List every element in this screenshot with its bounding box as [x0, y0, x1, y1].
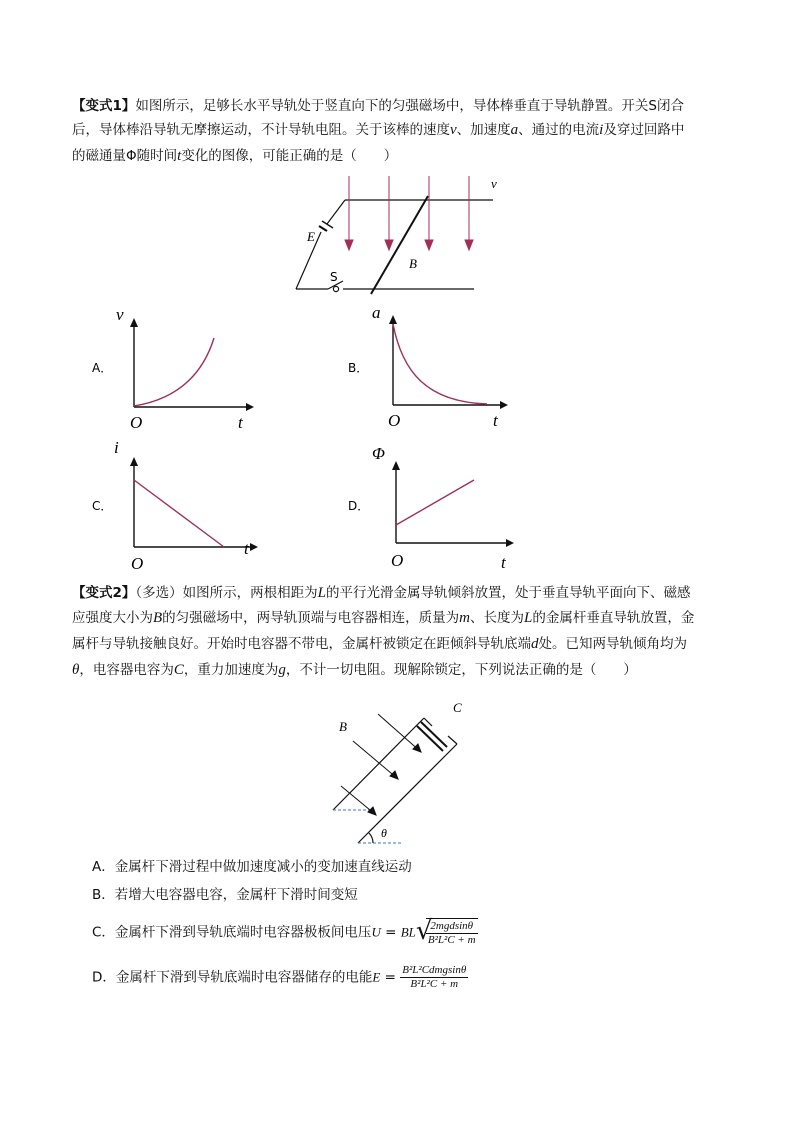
battery-short-plate	[319, 226, 327, 231]
rail-lower	[358, 755, 446, 843]
q2-text-2a: 应强度大小为	[72, 610, 153, 626]
field-arrowhead-2	[385, 240, 393, 250]
q2-var-theta: θ	[72, 662, 80, 678]
q2-option-c-BL: BL	[400, 924, 416, 940]
q2-text-3b: 处。已知两导轨倾角均为	[538, 636, 687, 652]
option-c-letter: C．	[92, 499, 113, 513]
graph-c-line	[134, 480, 224, 547]
q2-option-d	[92, 964, 468, 991]
q2-field-line-1	[378, 714, 421, 752]
cap-lead-4	[448, 736, 457, 744]
theta-arc	[369, 833, 373, 843]
q2-option-d-denominator: B²L²C + m	[410, 978, 459, 990]
graph-a	[92, 305, 254, 432]
graph-b-curve	[393, 324, 487, 404]
q2-text-2c: 、长度为	[470, 610, 525, 626]
q2-option-d-text: D．金属杆下滑到导轨底端时电容器储存的电能	[92, 969, 373, 986]
switch-contact	[333, 286, 338, 291]
q2-option-b: B．若增大电容器电容，金属杆下滑时间变短	[92, 887, 358, 903]
graph-b-ylabel: a	[372, 303, 381, 322]
label-S: S	[330, 270, 338, 284]
graph-a-curve	[134, 338, 214, 406]
graph-a-origin: O	[130, 413, 143, 432]
graph-c-y-arrow	[130, 457, 138, 466]
q1-text-2d: 及穿过回路中	[603, 122, 685, 138]
graph-c-xlabel: t	[244, 539, 249, 558]
q1-text-3: 的磁通量Φ随时间	[72, 148, 178, 164]
q2-line4	[72, 658, 732, 682]
graph-d-origin: O	[391, 551, 404, 570]
q2-figure	[333, 718, 457, 843]
left-wire-upper	[327, 200, 345, 224]
q1-tag: 【变式1】	[72, 98, 136, 114]
conductor-rod	[371, 196, 428, 294]
graph-c-x-arrow	[250, 543, 258, 551]
q2-line1	[72, 581, 732, 605]
q2-label-C: C	[453, 700, 462, 715]
q2-text-2b: 的匀强磁场中，两导轨顶端与电容器相连，质量为	[162, 610, 460, 626]
q1-var-v: v	[450, 122, 457, 138]
graph-c-origin: O	[131, 554, 144, 573]
q2-option-d-fraction	[400, 964, 468, 991]
q2-field-head-3	[368, 807, 376, 815]
q2-text-4c: ，不计一切电阻。现解除锁定，下列说法正确的是（ ）	[285, 662, 637, 678]
field-arrowhead-3	[425, 240, 433, 250]
q2-var-L2: L	[524, 610, 533, 626]
graph-c-ylabel: i	[114, 438, 119, 457]
graph-d-y-arrow	[392, 461, 400, 470]
q1-var-i: i	[599, 122, 604, 138]
q2-var-L: L	[317, 585, 326, 601]
label-E: E	[307, 229, 315, 244]
q2-var-m: m	[459, 610, 471, 626]
graph-a-y-arrow	[130, 318, 138, 327]
option-a-letter: A．	[92, 361, 113, 375]
q2-tag: 【变式2】	[72, 585, 136, 601]
graph-b-y-arrow	[389, 315, 397, 324]
graph-a-ylabel: v	[116, 305, 124, 324]
graph-b-origin: O	[388, 411, 401, 430]
q1-text-2: 后，导体棒沿导轨无摩擦运动，不计导轨电阻。关于该棒的速度	[72, 122, 450, 138]
q2-line2	[72, 606, 732, 630]
q2-line3	[72, 632, 732, 656]
q2-text-3a: 属杆与导轨接触良好。开始时电容器不带电，金属杆被锁定在距倾斜导轨底端	[72, 636, 531, 652]
graph-d-x-arrow	[506, 539, 514, 547]
circuit-diagram	[296, 196, 493, 294]
graph-d	[348, 444, 514, 572]
q2-label-theta: θ	[381, 826, 387, 840]
q2-option-c-sqrt: √ $\frac{\text{2mgdsinθ}}{\text{B²L²C + m}}$	[415, 916, 476, 946]
graph-c	[92, 438, 258, 573]
magnetic-field-arrows	[345, 176, 473, 250]
q1-var-a: a	[510, 122, 519, 138]
q2-text-1a: （多选）如图所示，两根相距为	[135, 585, 318, 601]
field-arrowhead-1	[345, 240, 353, 250]
q2-option-c-U: U	[371, 924, 381, 940]
q2-option-d-E: E	[372, 969, 381, 985]
option-b-letter: B．	[348, 361, 369, 375]
graph-b-x-arrow	[500, 401, 508, 409]
q2-text-2d: 的金属杆垂直导轨放置，金	[532, 610, 695, 626]
q2-option-a: A．金属杆下滑过程中做加速度减小的变加速直线运动	[92, 859, 412, 875]
q2-field-head-1	[413, 744, 421, 752]
q2-option-c-numerator: 2mgdsinθ	[426, 920, 478, 934]
q2-field-line-2	[353, 741, 398, 779]
q2-var-B: B	[153, 610, 163, 626]
q2-option-c-eq: =	[380, 924, 401, 941]
graph-d-xlabel: t	[501, 553, 506, 572]
graph-b	[348, 303, 508, 430]
q2-var-d: d	[531, 636, 539, 652]
q2-field-head-2	[390, 771, 398, 779]
q2-option-c	[92, 918, 478, 947]
graph-d-line	[396, 480, 474, 525]
battery-long-plate	[322, 221, 333, 228]
graph-b-xlabel: t	[493, 411, 498, 430]
q2-var-C: C	[173, 662, 184, 678]
rail-upper	[333, 730, 412, 810]
q2-text-1b: 的平行光滑金属导轨倾斜放置，处于垂直导轨平面向下、磁感	[326, 585, 691, 601]
q1-text-3b: 变化的图像，可能正确的是（ ）	[181, 148, 398, 164]
q2-field-arrows	[341, 714, 421, 815]
q1-var-t: t	[177, 148, 182, 164]
q1-text-2b: 、加速度	[456, 122, 511, 138]
graph-d-ylabel: Φ	[372, 444, 385, 463]
q2-option-c-text: C．金属杆下滑到导轨底端时电容器极板间电压	[92, 924, 372, 941]
q1-text-2c: 、通过的电流	[518, 122, 600, 138]
label-B: B	[409, 256, 417, 271]
field-arrowhead-4	[465, 240, 473, 250]
label-v: v	[491, 176, 497, 191]
option-d-letter: D．	[348, 499, 370, 513]
q2-label-B: B	[339, 719, 347, 734]
cap-lead-2	[446, 744, 457, 755]
q1-text-1: 如图所示，足够长水平导轨处于竖直向下的匀强磁场中，导体棒垂直于导轨静置。开关S闭合	[135, 98, 684, 114]
q2-var-g: g	[278, 662, 286, 678]
q2-text-4b: ，重力加速度为	[183, 662, 279, 678]
q2-option-c-denominator: B²L²C + m	[427, 934, 476, 946]
graph-a-xlabel: t	[238, 413, 243, 432]
q2-option-d-eq: =	[380, 969, 401, 986]
q2-option-d-numerator: B²L²Cdmgsinθ	[402, 964, 467, 976]
graph-a-x-arrow	[246, 403, 254, 411]
q2-text-4a: ，电容器电容为	[79, 662, 174, 678]
